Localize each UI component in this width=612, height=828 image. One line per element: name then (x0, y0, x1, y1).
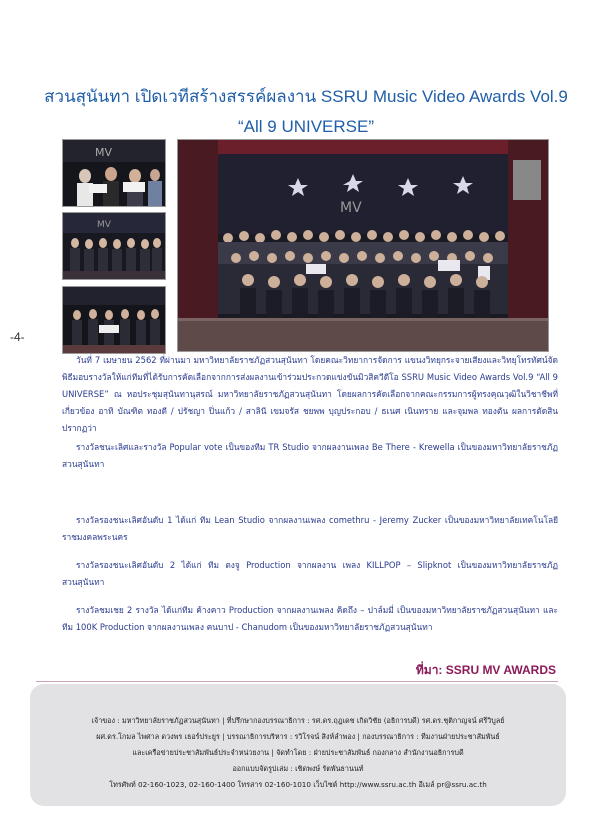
paragraph-first-runner-up: รางวัลรองชนะเลิศอันดับ 1 ได้แก่ ทีม Lean Studio จากผลงานเพลง comethru - Jeremy Zucker เป็นของมหาวิทยาลัยเทคโนโลยีราชมงคลพระนคร (62, 515, 558, 542)
svg-text:MV: MV (340, 200, 362, 216)
footer-editors-line: ผศ.ดร.โกมล ไพศาล ดวงพร เธอร์ประยูร | บรรณาธิการบริหาร : รวิโรจน์ สิงห์ลำพอง | กองบรรณาธิการ : ทีมงานฝ่ายประชาสัมพันธ์ (96, 732, 500, 741)
footer-publisher-line: เจ้าของ : มหาวิทยาลัยราชภัฏสวนสุนันทา | ที่ปรึกษากองบรรณาธิการ : รศ.ดร.ฤฎเดช เกิดวิชัย (อธิการบดี) รศ.ดร.ชุติกาญจน์ ศรีวิบูลย์ (91, 716, 505, 725)
svg-text:MV: MV (97, 220, 111, 230)
footer-box (30, 684, 566, 806)
page-number: -4- (10, 330, 25, 344)
award-photo-thumbnail-1 (62, 139, 166, 207)
footer-producer-line: และเครือข่ายประชาสัมพันธ์ประจำหน่วยงาน | จัดทำโดย : ฝ่ายประชาสัมพันธ์ กองกลาง สำนักงานอธิการบดี (132, 748, 464, 757)
footer-designer-line: ออกแบบจัดรูปเล่ม : เชิดพงษ์ รัตพันธานนท์ (232, 764, 364, 773)
footer-contact-line: โทรศัพท์ 02-160-1023, 02-160-1400 โทรสาร 02-160-1010 เว็บไซต์ http://www.ssru.ac.th อีเมล์ pr@ssru.ac.th (109, 780, 487, 789)
paragraph-intro: วันที่ 7 เมษายน 2562 ที่ผ่านมา มหาวิทยาลัยราชภัฏสวนสุนันทา โดยคณะวิทยาการจัดการ แขนงวิทยุกระจายเสียงและวิทยุโทรทัศน์จัดพิธีมอบรางวัลให้แก่ทีมที่ได้รับการคัดเลือกจากการส่งผลงานเข้าร่วมประกวดแข่งขันมิวสิควีดีโอ SSRU Music Video Awards Vol.9 “All 9 UNIVERSE” ณ หอประชุมสุนันทานุสรณ์ มหาวิทยาลัยราชภัฏสวนสุนันทา โดยผลการคัดเลือกจากคณะกรรมการผู้ทรงคุณวุฒิในวิชาชีพที่เกี่ยวข้อง อาทิ บัณฑิต ทองดี / ปรัชญา ปิ่นแก้ว / สาลินี เขมจรัส ชยพพ บุญประกอบ / ธเนศ เนินทราย และจุมพล ทองตัน ผลการตัดสินปรากฏว่า (62, 355, 558, 433)
paragraph-winner: รางวัลชนะเลิศและรางวัล Popular vote เป็นของทีม TR Studio จากผลงานเพลง Be There - Krewella เป็นของมหาวิทยาลัยราชภัฏสวนสุนันทา (62, 442, 558, 469)
paragraph-honorable-mention: รางวัลชมเชย 2 รางวัล ได้แก่ทีม ค้างคาว Production จากผลงานเพลง คิดถึง – ปาล์มมี่ เป็นของมหาวิทยาลัยราชภัฏสวนสุนันทา และทีม 100K Production จากผลงานเพลง คนบาป - Chanudom เป็นของมหาวิทยาลัยราชภัฏสวนสุนันทา (62, 605, 558, 632)
paragraph-second-runner-up: รางวัลรองชนะเลิศอันดับ 2 ได้แก่ ทีม ตงจู Production จากผลงาน เพลง KILLPOP – Slipknot เป็นของมหาวิทยาลัยราชภัฏสวนสุนันทา (62, 560, 558, 587)
source-credit: ที่มา: SSRU MV AWARDS (415, 663, 556, 677)
group-photo (177, 139, 549, 352)
award-photo-thumbnail-3 (62, 286, 166, 354)
svg-text:MV: MV (95, 146, 113, 159)
article-subtitle: “All 9 UNIVERSE” (237, 117, 375, 136)
divider (36, 681, 558, 682)
award-photo-thumbnail-2 (62, 212, 166, 280)
article-title: สวนสุนันทา เปิดเวทีสร้างสรรค์ผลงาน SSRU Music Video Awards Vol.9 (44, 87, 568, 106)
